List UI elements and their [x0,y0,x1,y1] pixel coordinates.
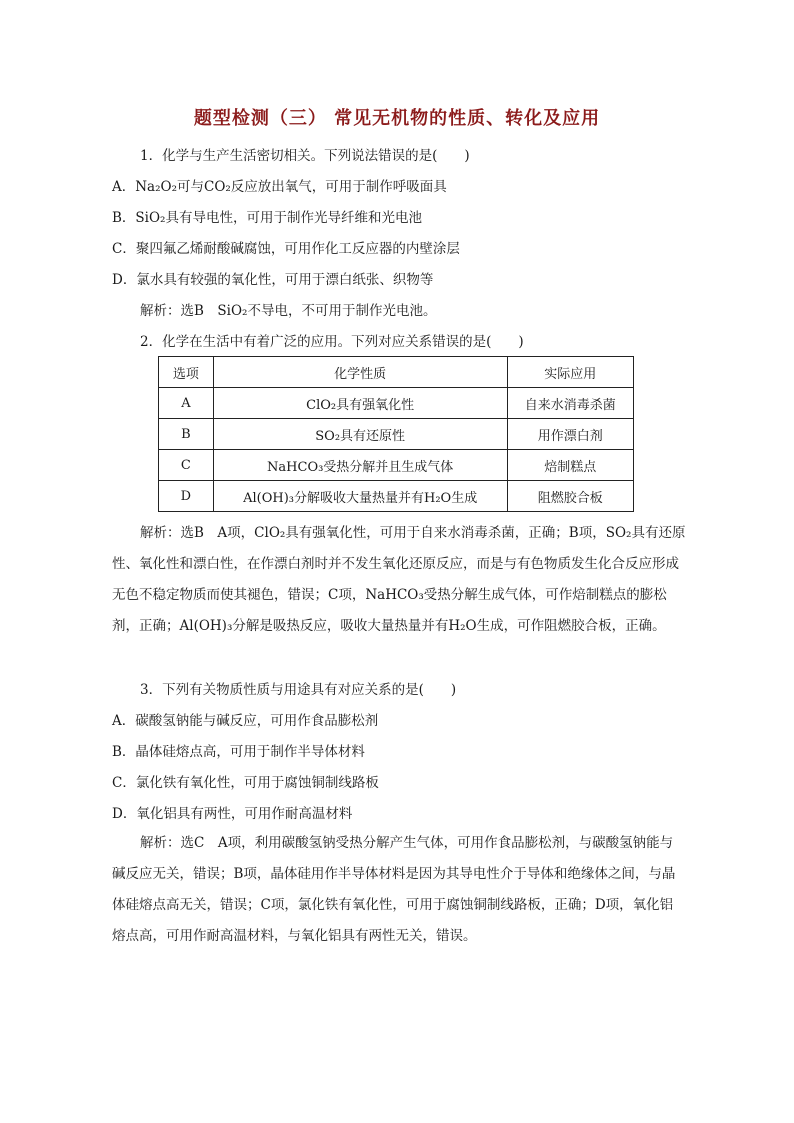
table-row [159,419,634,450]
question-3-option-a: A．碳酸氢钠能与碱反应，可用作食品膨松剂 [112,713,379,729]
question-1-option-a: A．Na₂O₂可与CO₂反应放出氧气，可用于制作呼吸面具 [112,179,447,195]
table-cell: ClO₂具有强氧化性 [213,388,507,419]
question-1-option-d: D．氯水具有较强的氧化性，可用于漂白纸张、织物等 [112,272,434,288]
table-header-cell: 化学性质 [213,357,507,388]
table-cell: B [159,419,214,450]
question-3-analysis: 解析：选C A项，利用碳酸氢钠受热分解产生气体，可用作食品膨松剂，与碳酸氢钠能与碱反应无关，错误；B项，晶体硅用作半导体材料是因为其导电性介于导体和绝缘体之间，与晶体硅熔点高无关，错误；C项，氯化铁有氧化性，可用于腐蚀铜制线路板，正确；D项，氧化铝熔点高，可用作耐高温材料，与氧化铝具有两性无关，错误。 [112,835,676,944]
table-cell: SO₂具有还原性 [213,419,507,450]
table-cell: 用作漂白剂 [507,419,633,450]
table-row [159,481,634,512]
question-1-option-c: C．聚四氟乙烯耐酸碱腐蚀，可用作化工反应器的内壁涂层 [112,241,460,257]
question-2-table [158,356,634,512]
table-cell: A [159,388,214,419]
question-1-option-b: B．SiO₂具有导电性，可用于制作光导纤维和光电池 [112,210,422,226]
table-cell: 焙制糕点 [507,450,633,481]
table-row [159,450,634,481]
table-cell: C [159,450,214,481]
question-2-analysis: 解析：选B A项，ClO₂具有强氧化性，可用于自来水消毒杀菌，正确；B项，SO₂具有还原性、氧化性和漂白性，在作漂白剂时并不发生氧化还原反应，而是与有色物质发生化合反应形成无色不稳定物质而使其褪色，错误；C项，NaHCO₃受热分解生成气体，可作焙制糕点的膨松剂，正确；Al(OH)₃分解是吸热反应，吸收大量热量并有H₂O生成，可作阻燃胶合板，正确。 [112,525,686,634]
question-3-option-d: D．氧化铝具有两性，可用作耐高温材料 [112,806,353,822]
table-header-row [159,357,634,388]
table-cell: D [159,481,214,512]
table-row [159,388,634,419]
table-cell: 阻燃胶合板 [507,481,633,512]
question-1-analysis: 解析：选B SiO₂不导电，不可用于制作光电池。 [140,303,437,319]
question-3-option-b: B．晶体硅熔点高，可用于制作半导体材料 [112,744,365,760]
table-cell: Al(OH)₃分解吸收大量热量并有H₂O生成 [213,481,507,512]
table-header-cell: 实际应用 [507,357,633,388]
question-3-stem: 3．下列有关物质性质与用途具有对应关系的是( ) [140,682,457,698]
question-2-stem: 2．化学在生活中有着广泛的应用。下列对应关系错误的是( ) [140,334,524,350]
table-header-cell: 选项 [159,357,214,388]
page-title: 题型检测（三） 常见无机物的性质、转化及应用 [193,108,601,129]
table-cell: 自来水消毒杀菌 [507,388,633,419]
question-1-stem: 1．化学与生产生活密切相关。下列说法错误的是( ) [140,148,470,164]
table-cell: NaHCO₃受热分解并且生成气体 [213,450,507,481]
question-3-option-c: C．氯化铁有氧化性，可用于腐蚀铜制线路板 [112,775,379,791]
